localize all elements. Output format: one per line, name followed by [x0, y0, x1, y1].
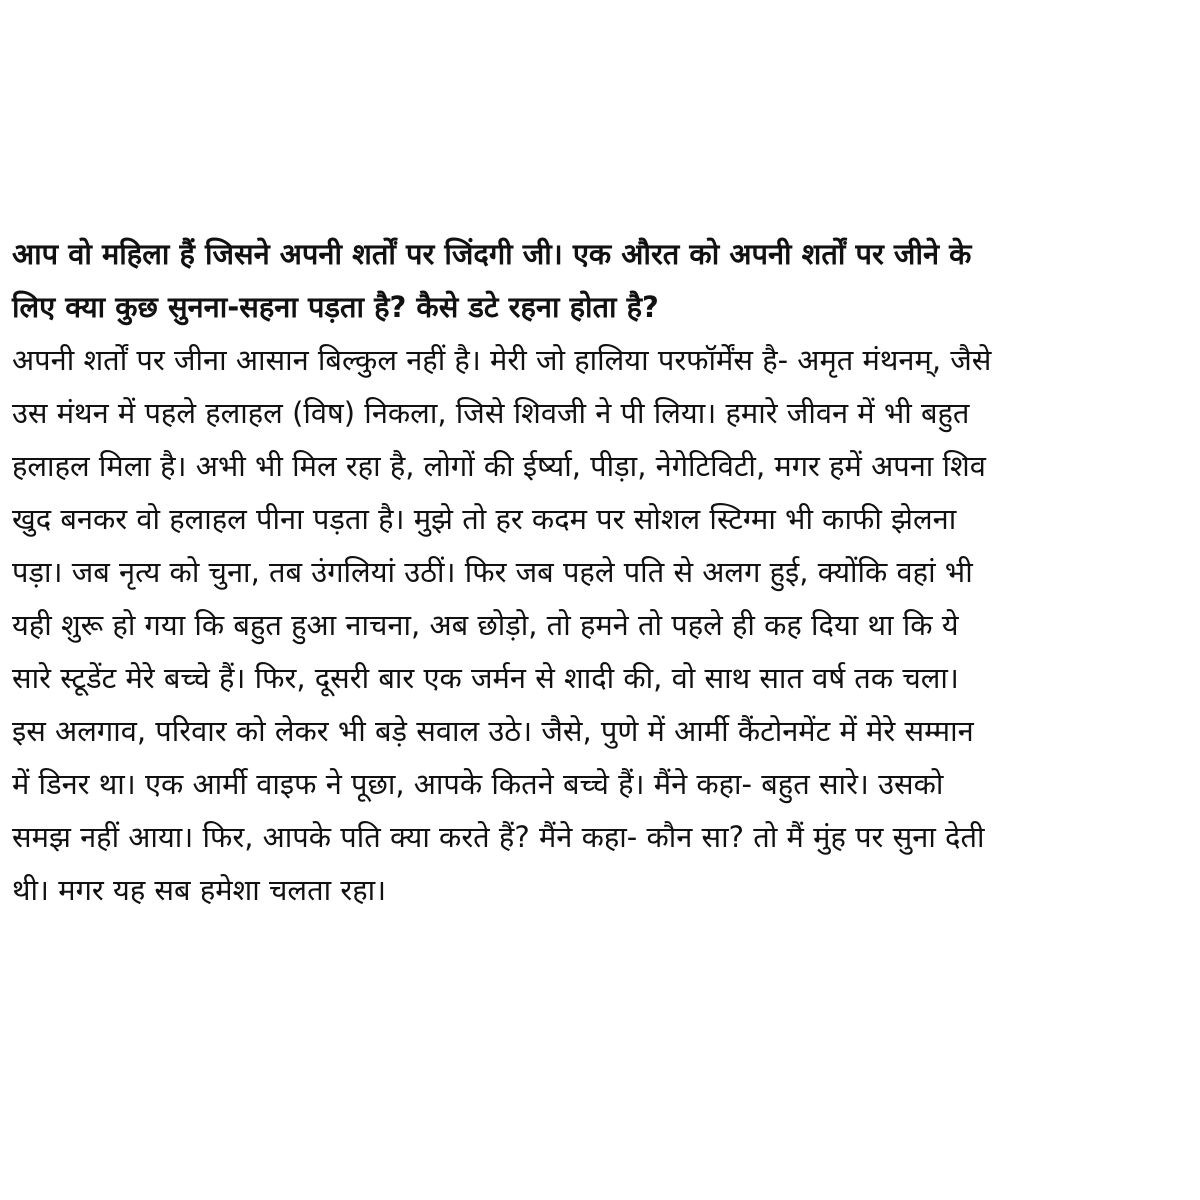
article-body	[12, 228, 1192, 917]
interview-question: आप वो महिला हैं जिसने अपनी शर्तों पर जिंदगी जी। एक औरत को अपनी शर्तों पर जीने के लिए क्या कुछ सुनना-सहना पड़ता है? कैसे डटे रहना होता है?	[12, 237, 972, 324]
interview-answer: अपनी शर्तों पर जीना आसान बिल्कुल नहीं है। मेरी जो हालिया परफॉर्मेंस है- अमृत मंथनम्, जैसे उस मंथन में पहले हलाहल (विष) निकला, जिसे शिवजी ने पी लिया। हमारे जीवन में भी बहुत हलाहल मिला है। अभी भी मिल रहा है, लोगों की ईर्ष्या, पीड़ा, नेगेटिविटी, मगर हमें अपना शिव खुद बनकर वो हलाहल पीना पड़ता है। मुझे तो हर कदम पर सोशल स्टिग्मा भी काफी झेलना पड़ा। जब नृत्य को चुना, तब उंगलियां उठीं। फिर जब पहले पति से अलग हुई, क्योंकि वहां भी यही शुरू हो गया कि बहुत हुआ नाचना, अब छोड़ो, तो हमने तो पहले ही कह दिया था कि ये सारे स्टूडेंट मेरे बच्चे हैं। फिर, दूसरी बार एक जर्मन से शादी की, वो साथ सात वर्ष तक चला। इस अलगाव, परिवार को लेकर भी बड़े सवाल उठे। जैसे, पुणे में आर्मी कैंटोनमेंट में मेरे सम्मान में डिनर था। एक आर्मी वाइफ ने पूछा, आपके कितने बच्चे हैं। मैंने कहा- बहुत सारे। उसको समझ नहीं आया। फिर, आपके पति क्या करते हैं? मैंने कहा- कौन सा? तो मैं मुंह पर सुना देती थी। मगर यह सब हमेशा चलता रहा।	[12, 343, 992, 907]
